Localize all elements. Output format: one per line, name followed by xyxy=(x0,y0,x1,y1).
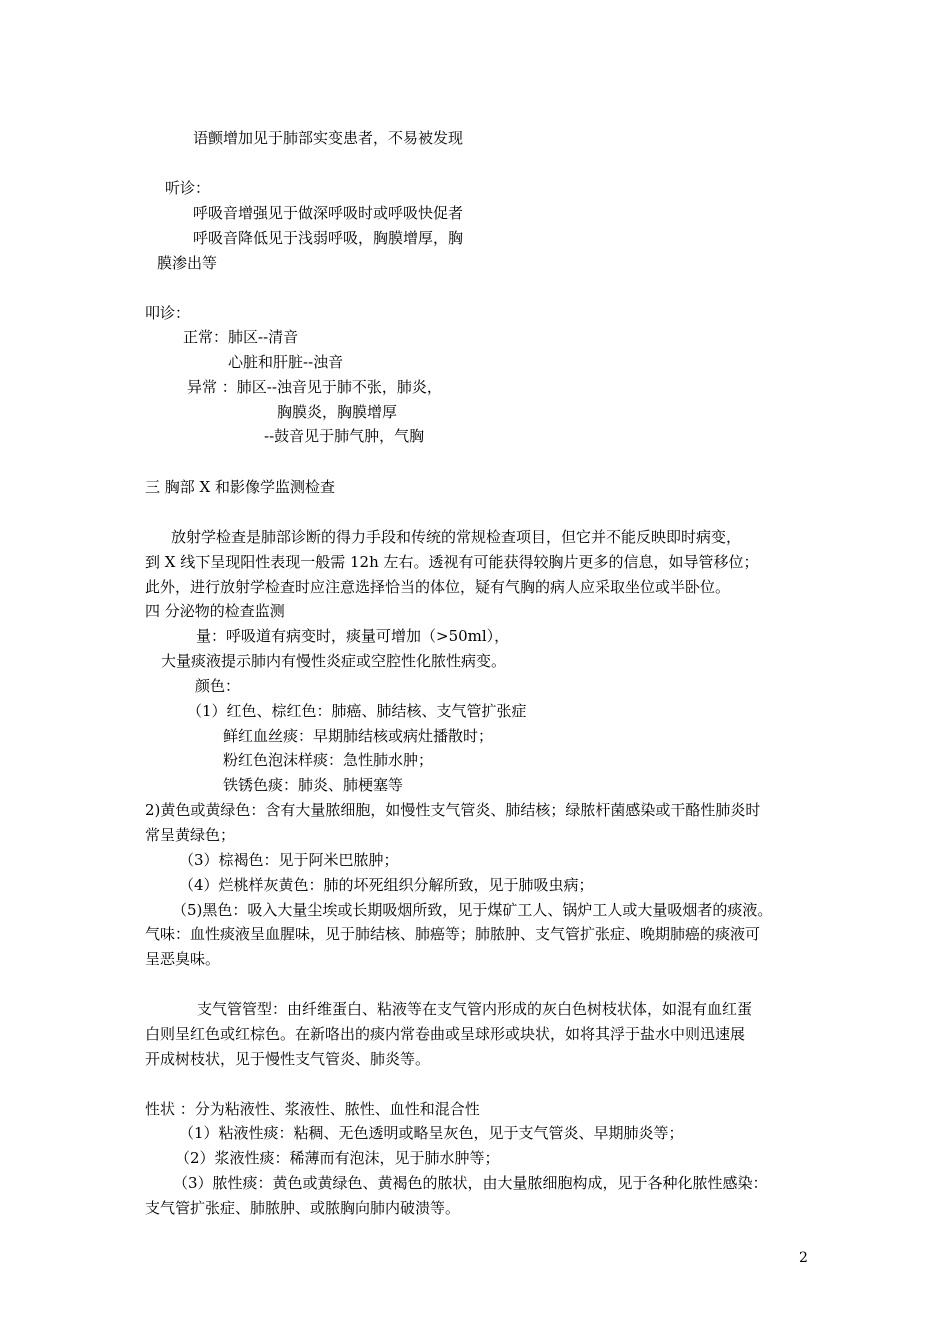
text-line: 支气管扩张症、肺脓肿、或脓胸向肺内破溃等。 xyxy=(145,1199,461,1217)
text-line: 语颤增加见于肺部实变患者，不易被发现 xyxy=(193,129,464,147)
text-line: 支气管管型：由纤维蛋白、粘液等在支气管内形成的灰白色树枝状体，如混有血红蛋 xyxy=(197,1000,753,1018)
page-number: 2 xyxy=(799,1250,808,1266)
text-line: 颜色： xyxy=(195,677,241,695)
text-line: 胸膜炎，胸膜增厚 xyxy=(277,403,398,421)
text-line: 膜渗出等 xyxy=(157,254,218,272)
text-line: 此外，进行放射学检查时应注意选择恰当的体位，疑有气胸的病人应采取坐位或半卧位。 xyxy=(145,578,731,596)
section-heading-percussion: 叩诊： xyxy=(145,304,191,322)
text-line: （2）浆液性痰：稀薄而有泡沫，见于肺水肿等； xyxy=(175,1149,500,1167)
text-line: （1）红色、棕红色：肺癌、肺结核、支气管扩张症 xyxy=(187,702,527,720)
text-line: 粉红色泡沫样痰：急性肺水肿； xyxy=(223,751,434,769)
text-line: 呈恶臭味。 xyxy=(145,950,221,968)
section-heading-character: 性状 ：分为粘液性、浆液性、脓性、血性和混合性 xyxy=(145,1100,480,1118)
text-line: 正常：肺区--清音 xyxy=(183,328,299,346)
text-line: 心脏和肝脏--浊音 xyxy=(228,353,344,371)
text-line: 大量痰液提示肺内有慢性炎症或空腔性化脓性病变。 xyxy=(161,652,507,670)
text-line: 呼吸音降低见于浅弱呼吸，胸膜增厚，胸 xyxy=(193,229,464,247)
text-line: 异常 ：肺区--浊音见于肺不张，肺炎， xyxy=(187,378,442,396)
text-line: 白则呈红色或红棕色。在新咯出的痰内常卷曲或呈球形或块状，如将其浮于盐水中则迅速展 xyxy=(145,1025,746,1043)
text-line: （4）烂桃样灰黄色：肺的坏死组织分解所致，见于肺吸虫病； xyxy=(179,876,594,894)
text-line: --鼓音见于肺气肿，气胸 xyxy=(264,427,425,445)
text-line: 2)黄色或黄绿色：含有大量脓细胞，如慢性支气管炎、肺结核；绿脓杆菌感染或干酪性肺炎时 xyxy=(145,801,761,819)
text-line: （5)黑色：吸入大量尘埃或长期吸烟所致，见于煤矿工人、锅炉工人或大量吸烟者的痰液。 xyxy=(172,901,773,919)
text-line: 量：呼吸道有病变时，痰量可增加（>50ml）， xyxy=(196,627,510,645)
text-line: （3）棕褐色：见于阿米巴脓肿； xyxy=(179,851,399,869)
section-heading-secretion: 四 分泌物的检查监测 xyxy=(145,602,285,620)
text-line: 放射学检查是肺部诊断的得力手段和传统的常规检查项目，但它并不能反映即时病变， xyxy=(171,528,742,546)
text-line: 开成树枝状，见于慢性支气管炎、肺炎等。 xyxy=(145,1050,431,1068)
text-line: （1）粘液性痰：粘稠、无色透明或略呈灰色，见于支气管炎、早期肺炎等； xyxy=(179,1124,684,1142)
text-line: 铁锈色痰：肺炎、肺梗塞等 xyxy=(223,776,404,794)
section-heading-imaging: 三 胸部 X 和影像学监测检查 xyxy=(145,478,335,496)
section-heading-auscultation: 听诊： xyxy=(165,179,211,197)
text-line: 常呈黄绿色； xyxy=(145,826,236,844)
text-line: 鲜红血丝痰：早期肺结核或病灶播散时； xyxy=(223,727,494,745)
text-line: 呼吸音增强见于做深呼吸时或呼吸快促者 xyxy=(193,204,464,222)
text-line: 到 X 线下呈现阳性表现一般需 12h 左右。透视有可能获得较胸片更多的信息，如导管移位； xyxy=(145,553,759,571)
text-line: （3）脓性痰：黄色或黄绿色、黄褐色的脓状，由大量脓细胞构成，见于各种化脓性感染： xyxy=(173,1174,768,1192)
text-line: 气味：血性痰液呈血腥味，见于肺结核、肺癌等；肺脓肿、支气管扩张症、晚期肺癌的痰液可 xyxy=(145,925,761,943)
